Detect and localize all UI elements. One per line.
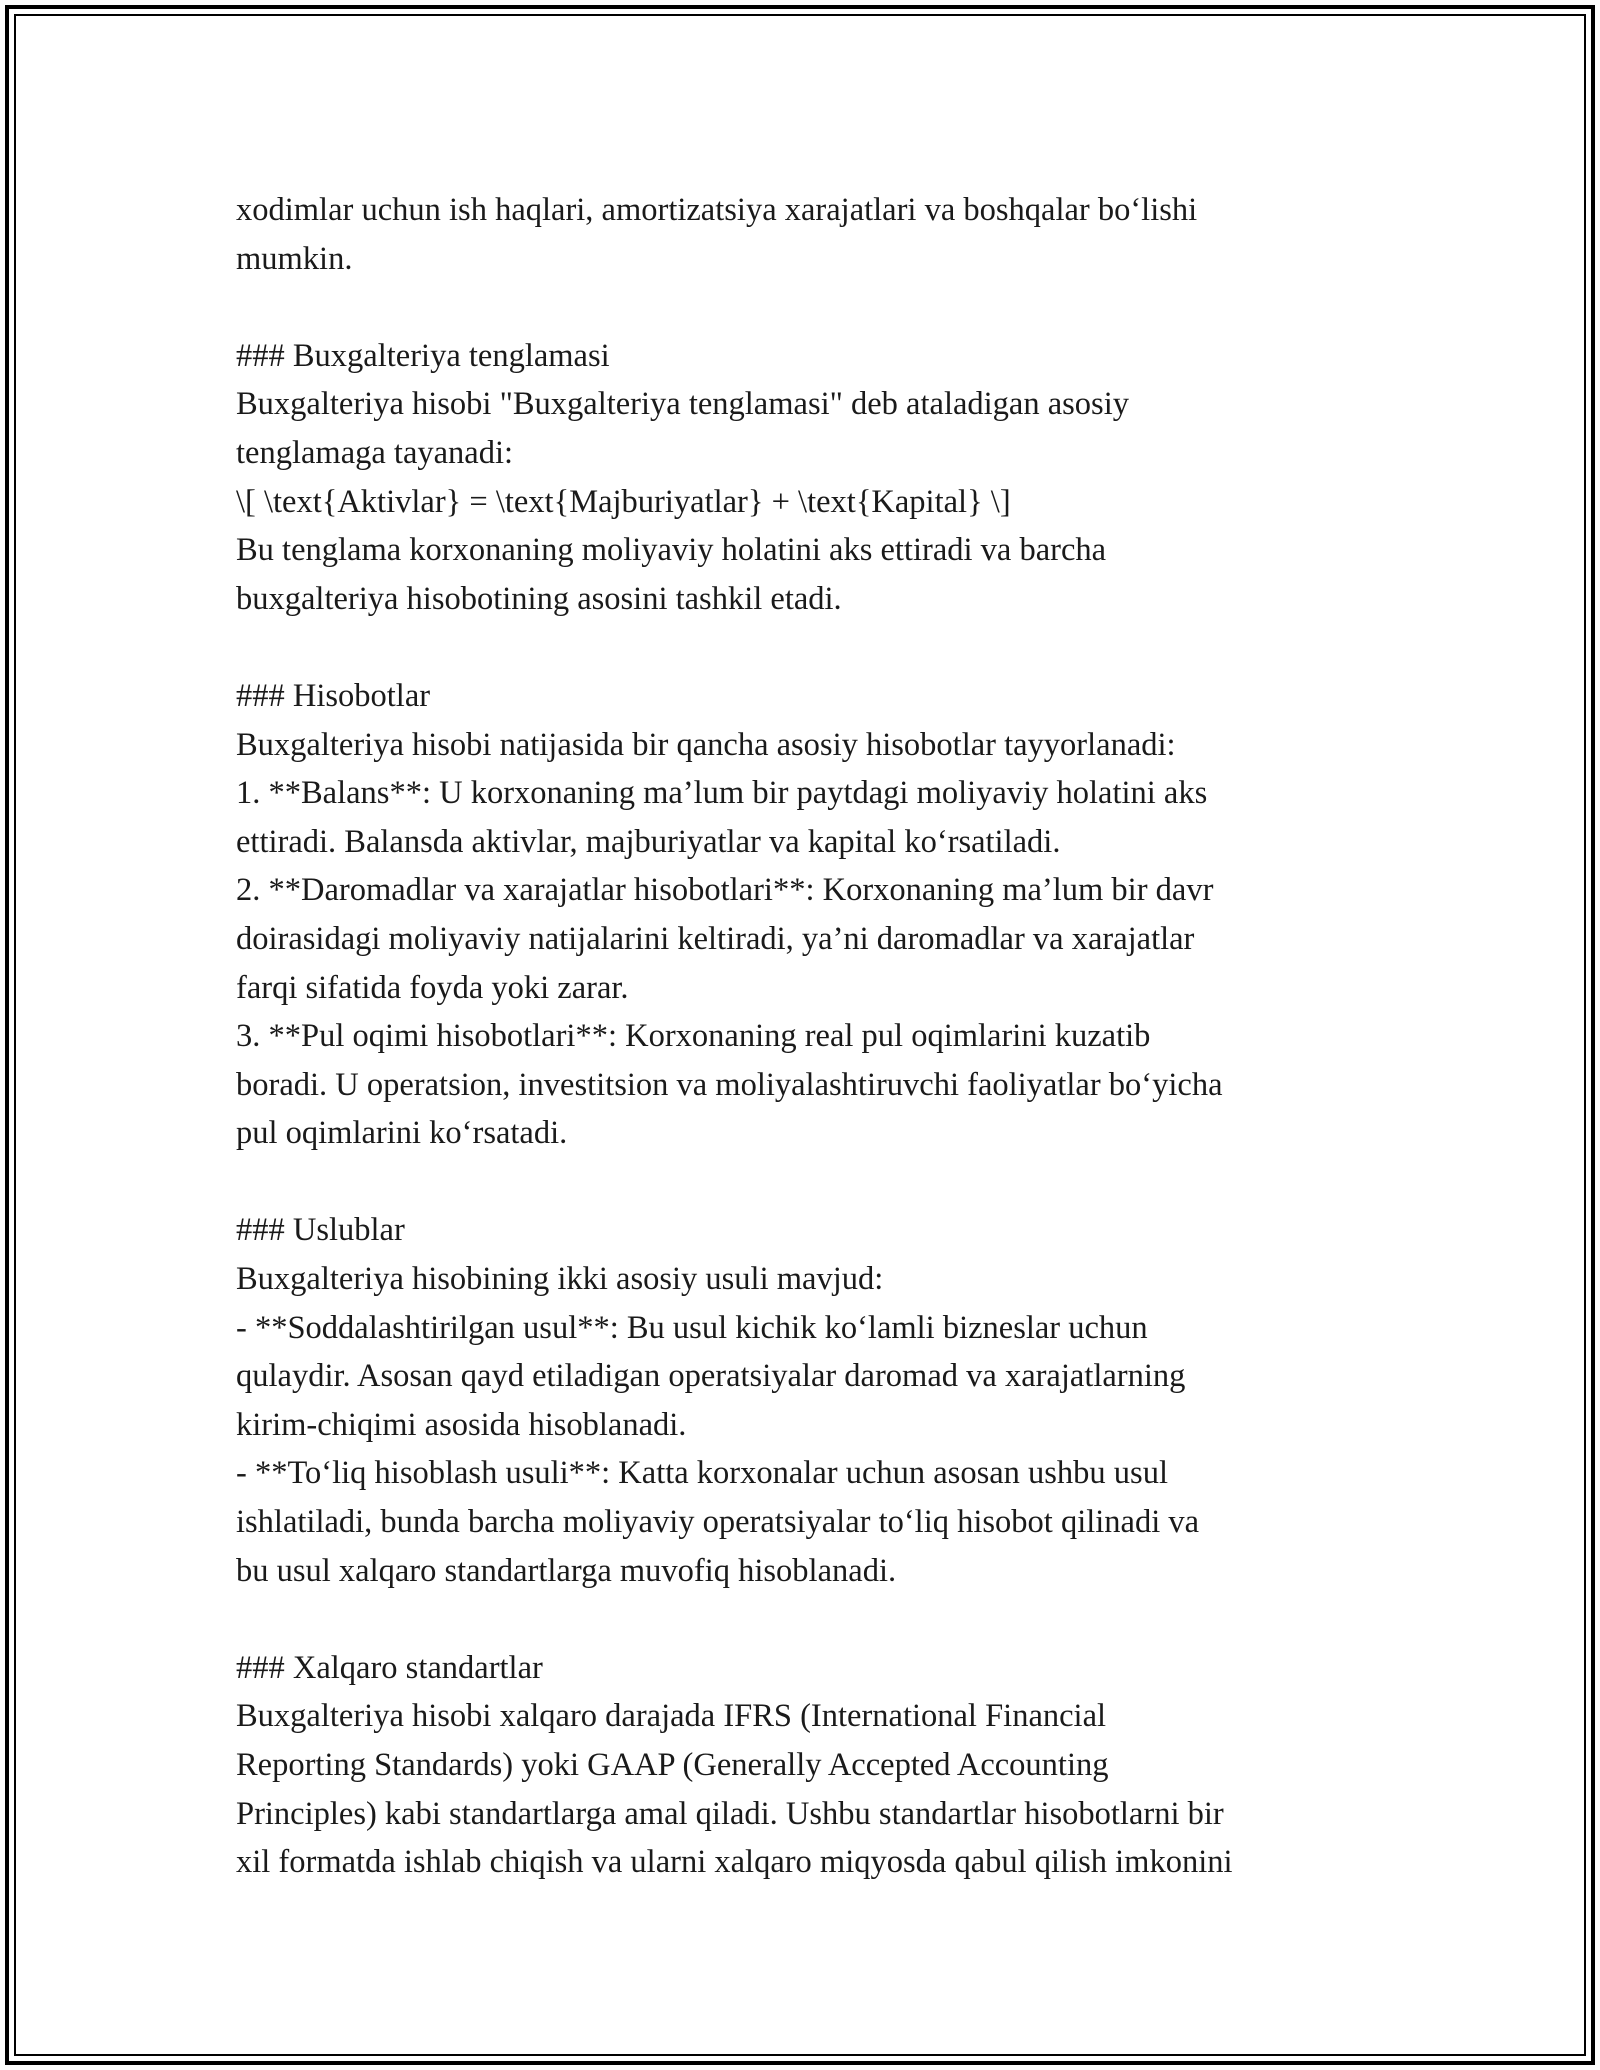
- list-item: 1. **Balans**: U korxonaning ma’lum bir paytdagi moliyaviy holatini aks: [236, 775, 1208, 812]
- text-line: tenglamaga tayanadi:: [236, 434, 514, 471]
- text-line: boradi. U operatsion, investitsion va moliyalashtiruvchi faoliyatlar bo‘yicha: [236, 1066, 1223, 1103]
- text-line: pul oqimlarini ko‘rsatadi.: [236, 1115, 568, 1152]
- text-line: buxgalteriya hisobotining asosini tashkil etadi.: [236, 580, 842, 617]
- equation-line: \[ \text{Aktivlar} = \text{Majburiyatlar} + \text{Kapital} \]: [236, 483, 1011, 520]
- section-heading: ### Uslublar: [236, 1212, 405, 1249]
- text-line: Buxgalteriya hisobi "Buxgalteriya tenglamasi" deb ataladigan asosiy: [236, 386, 1129, 423]
- text-line: Reporting Standards) yoki GAAP (Generally Accepted Accounting: [236, 1747, 1109, 1783]
- text-line: Buxgalteriya hisobi natijasida bir qancha asosiy hisobotlar tayyorlanadi:: [236, 726, 1176, 763]
- list-item: - **Soddalashtirilgan usul**: Bu usul kichik ko‘lamli bizneslar uchun: [236, 1309, 1148, 1346]
- text-line: xil formatda ishlab chiqish va ularni xalqaro miqyosda qabul qilish imkonini: [236, 1844, 1233, 1881]
- section-heading: ### Hisobotlar: [236, 677, 431, 714]
- text-line: qulaydir. Asosan qayd etiladigan operatsiyalar daromad va xarajatlarning: [236, 1358, 1186, 1395]
- text-line: kirim-chiqimi asosida hisoblanadi.: [236, 1406, 687, 1443]
- list-item: - **To‘liq hisoblash usuli**: Katta korxonalar uchun asosan ushbu usul: [236, 1455, 1168, 1492]
- text-line: Principles) kabi standartlarga amal qiladi. Ushbu standartlar hisobotlarni bir: [236, 1795, 1224, 1832]
- text-line: mumkin.: [236, 240, 353, 277]
- text-line: ishlatiladi, bunda barcha moliyaviy operatsiyalar to‘liq hisobot qilinadi va: [236, 1504, 1200, 1541]
- text-line: Bu tenglama korxonaning moliyaviy holatini aks ettiradi va barcha: [236, 532, 1107, 569]
- text-line: ettiradi. Balansda aktivlar, majburiyatlar va kapital ko‘rsatiladi.: [236, 823, 1061, 860]
- blank-line: [236, 1158, 1366, 1207]
- text-line: Buxgalteriya hisobining ikki asosiy usuli mavjud:: [236, 1261, 884, 1298]
- blank-line: [236, 1595, 1366, 1644]
- list-item: 3. **Pul oqimi hisobotlari**: Korxonaning real pul oqimlarini kuzatib: [236, 1018, 1151, 1055]
- blank-line: [236, 623, 1366, 672]
- text-line: xodimlar uchun ish haqlari, amortizatsiya xarajatlari va boshqalar bo‘lishi: [236, 192, 1198, 228]
- text-line: doirasidagi moliyaviy natijalarini keltiradi, ya’ni daromadlar va xarajatlar: [236, 920, 1195, 957]
- section-heading: ### Buxgalteriya tenglamasi: [236, 337, 610, 374]
- list-item: 2. **Daromadlar va xarajatlar hisobotlari**: Korxonaning ma’lum bir davr: [236, 872, 1214, 909]
- text-line: farqi sifatida foyda yoki zarar.: [236, 969, 629, 1006]
- text-line: bu usul xalqaro standartlarga muvofiq hisoblanadi.: [236, 1552, 897, 1589]
- text-line: Buxgalteriya hisobi xalqaro darajada IFRS (International Financial: [236, 1698, 1107, 1735]
- blank-line: [236, 283, 1366, 332]
- section-heading: ### Xalqaro standartlar: [236, 1649, 543, 1686]
- document-body: [236, 186, 1366, 1887]
